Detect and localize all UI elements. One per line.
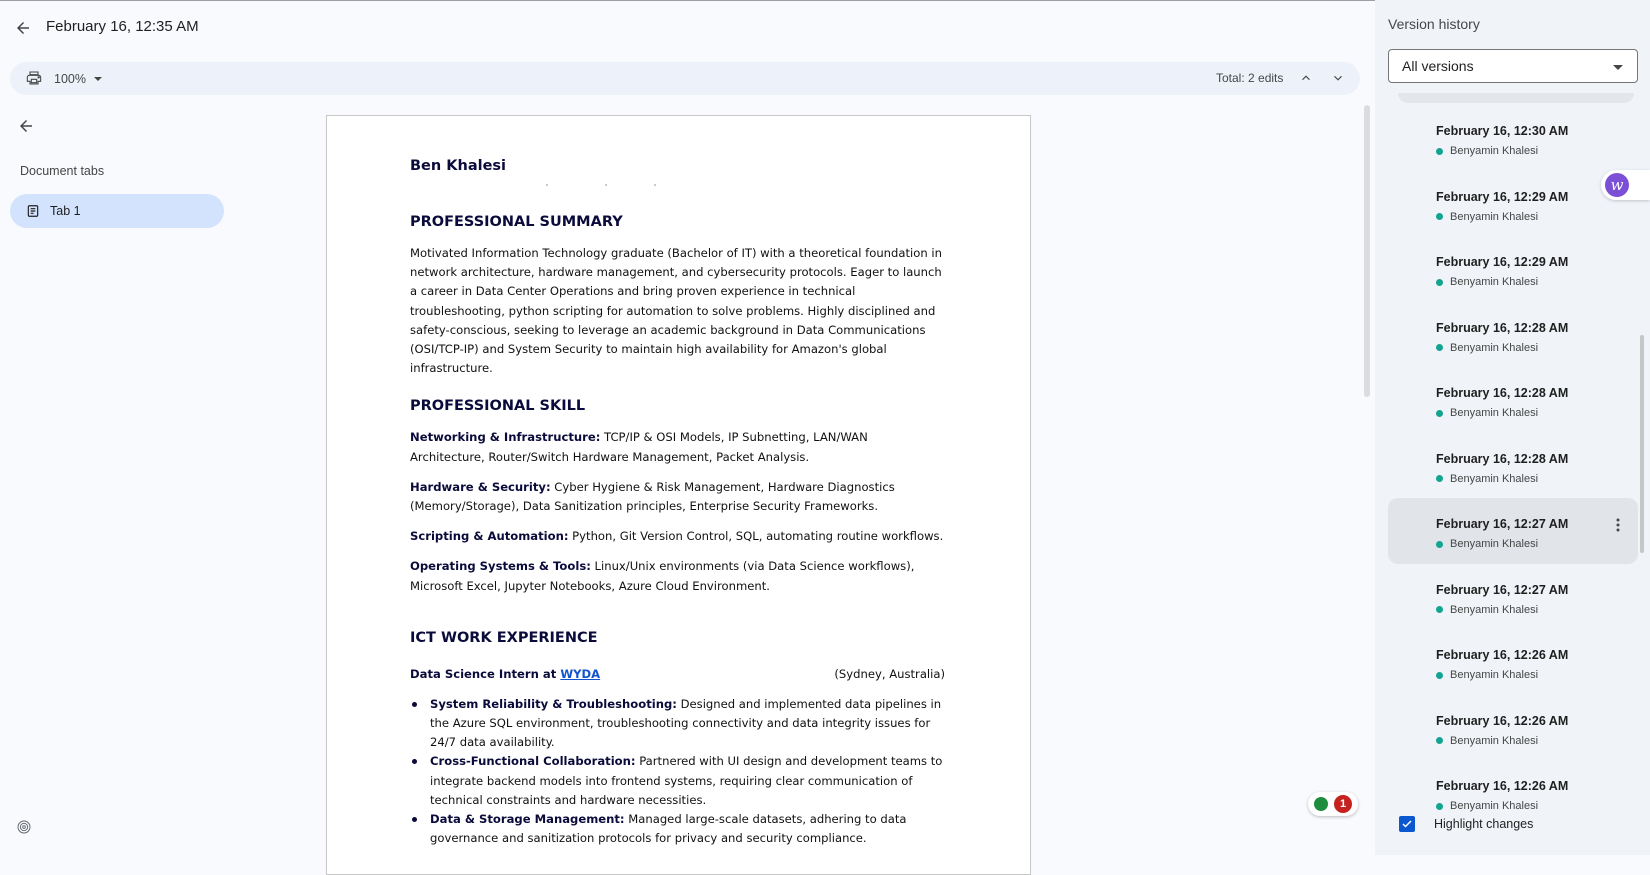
lightbulb-icon	[1314, 797, 1328, 811]
author-name: Benyamin Khalesi	[1450, 210, 1539, 223]
bullet-label: Data & Storage Management:	[430, 812, 625, 827]
edits-count: Total: 2 edits	[1216, 71, 1284, 85]
document-scrollbar[interactable]	[1364, 105, 1370, 397]
role-title-text: Data Science Intern at	[410, 666, 561, 681]
version-author	[1436, 604, 1538, 616]
version-author	[1436, 735, 1538, 747]
skill-text: Linux/Unix environments (via Data Science workflows), Microsoft Excel, Jupyter Notebooks, Azure Cloud Environment.	[410, 559, 915, 593]
author-color-dot	[1436, 606, 1443, 613]
version-item[interactable]	[1388, 302, 1638, 368]
suggestion-count: 1	[1334, 795, 1352, 813]
version-item[interactable]	[1388, 695, 1638, 761]
chevron-up-icon	[1299, 71, 1313, 85]
document-icon	[26, 204, 40, 218]
more-vert-icon	[1616, 518, 1620, 532]
zoom-value: 100%	[54, 71, 86, 86]
arrow-left-icon	[14, 19, 32, 37]
version-history-panel	[1375, 0, 1650, 855]
skill-label: Scripting & Automation:	[410, 529, 569, 544]
document-tabs-heading: Document tabs	[20, 164, 105, 178]
previous-edit-button[interactable]	[1296, 68, 1316, 88]
suggestions-badge[interactable]	[1308, 792, 1358, 816]
close-tabs-panel-button[interactable]	[14, 114, 38, 138]
author-color-dot	[1436, 344, 1443, 351]
skill-item	[410, 478, 945, 516]
experience-heading: ICT WORK EXPERIENCE	[410, 629, 598, 646]
version-author	[1436, 669, 1538, 681]
versions-filter-value: All versions	[1402, 58, 1474, 74]
author-name: Benyamin Khalesi	[1450, 800, 1539, 812]
highlight-changes-label: Highlight changes	[1434, 817, 1534, 831]
role-line	[410, 667, 945, 681]
skill-heading: PROFESSIONAL SKILL	[410, 398, 586, 415]
role-title	[410, 667, 600, 681]
checkmark-icon	[1401, 818, 1413, 830]
version-time: February 16, 12:29 AM	[1436, 189, 1569, 204]
version-author	[1436, 276, 1538, 288]
version-time: February 16, 12:28 AM	[1436, 320, 1569, 335]
version-time: February 16, 12:26 AM	[1436, 648, 1569, 662]
version-item[interactable]	[1388, 367, 1638, 433]
version-title: February 16, 12:35 AM	[46, 18, 199, 35]
author-color-dot	[1436, 672, 1443, 679]
bullet-label: Cross-Functional Collaboration:	[430, 754, 636, 769]
author-name: Benyamin Khalesi	[1450, 734, 1539, 747]
list-item	[410, 810, 945, 848]
author-name: Benyamin Khalesi	[1450, 407, 1539, 419]
skill-text: TCP/IP & OSI Models, IP Subnetting, LAN/WAN Architecture, Router/Switch Hardware Management, Packet Analysis.	[410, 430, 868, 464]
version-list-scrollbar[interactable]	[1640, 335, 1644, 553]
version-time: February 16, 12:27 AM	[1436, 582, 1569, 597]
print-button[interactable]	[24, 68, 44, 88]
version-author	[1436, 342, 1538, 354]
more-options-button[interactable]	[1612, 516, 1624, 534]
company-link[interactable]: WYDA	[560, 666, 601, 681]
version-time: February 16, 12:26 AM	[1436, 713, 1569, 728]
author-color-dot	[1436, 803, 1443, 810]
role-location: (Sydney, Australia)	[834, 666, 945, 681]
versions-filter-select[interactable]	[1388, 49, 1638, 83]
author-color-dot	[1436, 410, 1443, 417]
document-page	[326, 115, 1031, 875]
experience-bullets	[410, 695, 945, 849]
list-top-edge	[1398, 93, 1634, 103]
extension-logo-icon: w	[1605, 173, 1629, 197]
list-item	[410, 695, 945, 753]
version-author	[1436, 145, 1538, 157]
skill-text: Python, Git Version Control, SQL, automating routine workflows.	[568, 529, 944, 544]
author-color-dot	[1436, 148, 1443, 155]
toolbar	[10, 62, 1360, 95]
version-time: February 16, 12:26 AM	[1436, 779, 1569, 793]
skill-label: Hardware & Security:	[410, 479, 551, 494]
author-name: Benyamin Khalesi	[1450, 669, 1539, 681]
chevron-down-icon	[1331, 71, 1345, 85]
author-name: Benyamin Khalesi	[1450, 472, 1539, 485]
caret-down-icon	[94, 77, 102, 81]
skill-label: Networking & Infrastructure:	[410, 430, 601, 445]
resume-name: Ben Khalesi	[410, 158, 507, 174]
version-time: February 16, 12:29 AM	[1436, 255, 1569, 269]
highlight-changes-checkbox[interactable]	[1399, 816, 1415, 832]
version-author	[1436, 473, 1538, 485]
version-author	[1436, 407, 1538, 419]
fingerprint-button[interactable]	[14, 817, 34, 837]
version-item[interactable]	[1388, 105, 1638, 171]
contact-line-placeholder	[410, 174, 945, 196]
version-item[interactable]	[1388, 498, 1638, 564]
version-item[interactable]	[1388, 629, 1638, 695]
version-history-title: Version history	[1388, 16, 1480, 32]
tab-1[interactable]	[10, 194, 224, 228]
caret-down-icon	[1613, 65, 1623, 70]
version-author	[1436, 211, 1538, 223]
next-edit-button[interactable]	[1328, 68, 1348, 88]
version-time: February 16, 12:30 AM	[1436, 124, 1569, 138]
arrow-left-icon	[17, 117, 35, 135]
version-time: February 16, 12:28 AM	[1436, 451, 1569, 466]
skill-label: Operating Systems & Tools:	[410, 559, 591, 574]
version-time: February 16, 12:27 AM	[1436, 517, 1569, 531]
bullet-text: Managed large-scale datasets, adhering to data governance and sanitization protocols for privacy and security compliance.	[430, 812, 907, 846]
author-name: Benyamin Khalesi	[1450, 145, 1539, 157]
skill-item	[410, 527, 945, 546]
extension-button[interactable]	[1601, 170, 1650, 200]
highlight-changes-toggle[interactable]	[1399, 816, 1533, 832]
version-time: February 16, 12:28 AM	[1436, 386, 1569, 400]
printer-icon	[26, 70, 42, 86]
skill-item	[410, 428, 945, 466]
bullet-text: Partnered with UI design and development teams to integrate backend models into frontend systems, requiring clear communication of technical constraints and hardware necessities.	[430, 754, 943, 807]
bullet-text: Designed and implemented data pipelines in the Azure SQL environment, troubleshooting connectivity and data integrity issues for 24/7 data availability.	[430, 696, 942, 750]
author-color-dot	[1436, 279, 1443, 286]
bullet-label: System Reliability & Troubleshooting:	[430, 696, 677, 711]
version-list	[1388, 105, 1638, 812]
version-item[interactable]	[1388, 564, 1638, 630]
author-name: Benyamin Khalesi	[1450, 538, 1539, 550]
author-color-dot	[1436, 737, 1443, 744]
back-button[interactable]	[10, 15, 36, 41]
summary-paragraph: Motivated Information Technology graduate (Bachelor of IT) with a theoretical foundation in network architecture, hardware management, and cybersecurity protocols. Eager to launch a career in Data Center Operations and bring proven experience in technical troubleshooting, python scripting for automation to solve problems. Highly disciplined and safety-conscious, seeking to leverage an academic background in Data Communications (OSI/TCP-IP) and System Security to maintain high availability for Amazon's global infrastructure.	[410, 246, 942, 376]
skill-text: Cyber Hygiene & Risk Management, Hardware Diagnostics (Memory/Storage), Data Sanitization principles, Enterprise Security Frameworks.	[410, 479, 895, 514]
top-bar	[0, 0, 1375, 56]
document-content	[410, 158, 945, 848]
zoom-select[interactable]	[54, 62, 102, 95]
version-item[interactable]	[1388, 433, 1638, 499]
version-item[interactable]	[1388, 236, 1638, 302]
version-author	[1436, 800, 1538, 812]
author-name: Benyamin Khalesi	[1450, 276, 1539, 288]
version-author	[1436, 538, 1538, 550]
summary-heading: PROFESSIONAL SUMMARY	[410, 214, 623, 230]
author-name: Benyamin Khalesi	[1450, 603, 1539, 616]
tab-label: Tab 1	[50, 204, 81, 218]
author-color-dot	[1436, 541, 1443, 548]
list-item	[410, 752, 945, 810]
author-color-dot	[1436, 475, 1443, 482]
author-color-dot	[1436, 213, 1443, 220]
skill-item	[410, 557, 945, 595]
author-name: Benyamin Khalesi	[1450, 341, 1539, 354]
fingerprint-icon	[16, 819, 32, 835]
